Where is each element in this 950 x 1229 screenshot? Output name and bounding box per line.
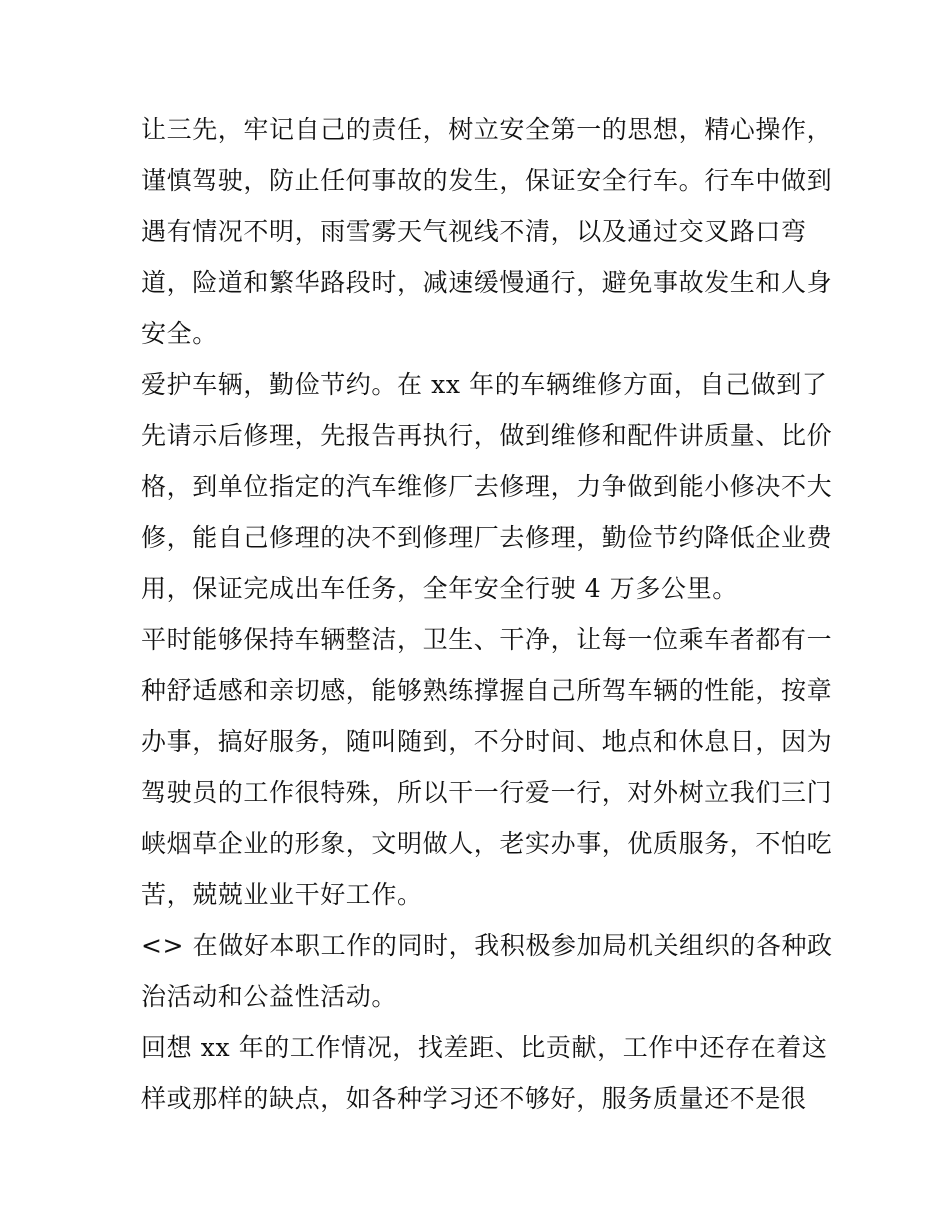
text-line: 先请示后修理，先报告再执行，做到维修和配件讲质量、比价 [141,421,833,450]
text-line: 样或那样的缺点，如各种学习还不够好，服务质量还不是很 [141,1084,807,1113]
text-line: 治活动和公益性活动。 [141,982,398,1011]
paragraph-service [141,614,833,920]
document-body [141,104,833,1124]
text-line: 平时能够保持车辆整洁，卫生、干净，让每一位乘车者都有一 [141,625,833,654]
text-line: 修，能自己修理的决不到修理厂去修理，勤俭节约降低企业费 [141,523,833,552]
text-line: 种舒适感和亲切感，能够熟练撑握自己所驾车辆的性能，按章 [141,676,833,705]
text-line: 谨慎驾驶，防止任何事故的发生，保证安全行车。行车中做到 [141,166,833,195]
text-line: 用，保证完成出车任务，全年安全行驶 4 万多公里。 [141,574,738,603]
paragraph-safety [141,104,833,359]
text-line: 驾驶员的工作很特殊，所以干一行爱一行，对外树立我们三门 [141,778,833,807]
text-line: 峡烟草企业的形象，文明做人，老实办事，优质服务，不怕吃 [141,829,833,858]
paragraph-activities [141,920,833,1022]
text-line: 道，险道和繁华路段时，减速缓慢通行，避免事故发生和人身 [141,268,833,297]
text-line: 回想 xx 年的工作情况，找差距、比贡献，工作中还存在着这 [141,1033,828,1062]
text-line: 遇有情况不明，雨雪雾天气视线不清，以及通过交叉路口弯 [141,217,807,246]
paragraph-reflection [141,1022,828,1124]
text-line: <> 在做好本职工作的同时，我积极参加局机关组织的各种政 [141,931,833,960]
text-line: 让三先，牢记自己的责任，树立安全第一的思想，精心操作， [141,115,833,144]
text-line: 苦，兢兢业业干好工作。 [141,880,423,909]
paragraph-vehicle-care [141,359,833,614]
text-line: 安全。 [141,319,218,348]
text-line: 爱护车辆，勤俭节约。在 xx 年的车辆维修方面，自己做到了 [141,370,828,399]
text-line: 办事，搞好服务，随叫随到，不分时间、地点和休息日，因为 [141,727,833,756]
text-line: 格，到单位指定的汽车维修厂去修理，力争做到能小修决不大 [141,472,833,501]
